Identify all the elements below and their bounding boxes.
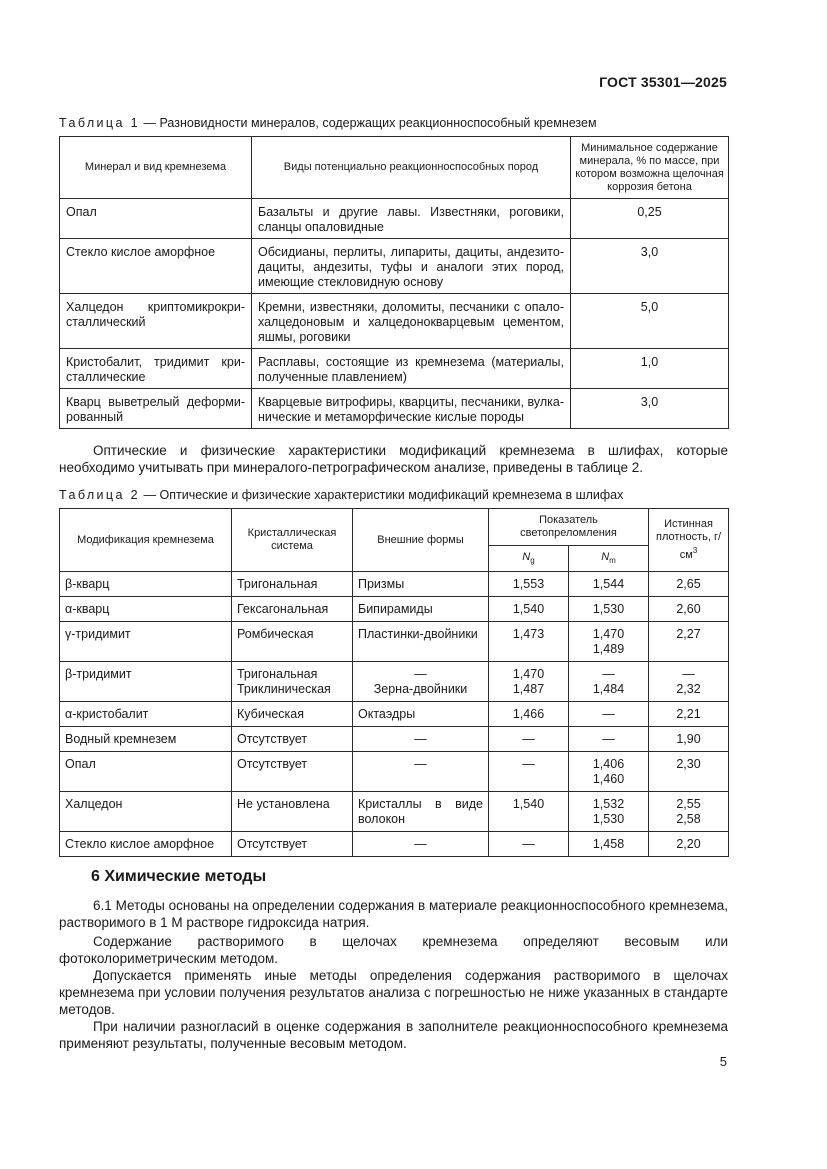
table1-rocks: Базальты и другие лавы. Известняки, роговики, сланцы опаловидные: [252, 199, 571, 239]
table-minerals: [59, 136, 729, 429]
table-row: [60, 752, 729, 792]
table1-mineral: Халцедон криптомикрокри-сталлический: [60, 294, 252, 349]
table2-nm: 1,530: [569, 597, 649, 622]
table1-header-row: [60, 137, 729, 199]
table2-system: Ромбическая: [232, 622, 353, 662]
table2-system: Кубическая: [232, 702, 353, 727]
table2-density: 2,65: [649, 572, 729, 597]
table2-modification: α-кристобалит: [60, 702, 232, 727]
table-row: [60, 597, 729, 622]
table-row: [60, 702, 729, 727]
table1-mineral: Опал: [60, 199, 252, 239]
section-paragraph: Содержание растворимого в щелочах кремнезема определяют весовым или фотоколориметрическим методом.: [59, 934, 728, 966]
table2-density: — 2,32: [649, 662, 729, 702]
table2-header-density-exponent: 3: [692, 546, 698, 555]
table1-min: 1,0: [571, 349, 729, 389]
table2-modification: Халцедон: [60, 792, 232, 832]
table1-mineral: Кристобалит, тридимит кри-сталлические: [60, 349, 252, 389]
table2-nm: 1,470 1,489: [569, 622, 649, 662]
table2-ng: 1,540: [489, 597, 569, 622]
table2-modification: β-тридимит: [60, 662, 232, 702]
table2-header-ng: [489, 546, 569, 572]
page-number: 5: [719, 1054, 727, 1069]
table2-system: Отсутствует: [232, 727, 353, 752]
table-row: [60, 572, 729, 597]
table2-ng: 1,540: [489, 792, 569, 832]
table2-nm: 1,406 1,460: [569, 752, 649, 792]
table2-density: 2,60: [649, 597, 729, 622]
standard-number: ГОСТ 35301—2025: [599, 74, 727, 90]
table2-nm: — 1,484: [569, 662, 649, 702]
table1-min: 0,25: [571, 199, 729, 239]
table-row: [60, 727, 729, 752]
table2-density: 2,27: [649, 622, 729, 662]
table2-ng: —: [489, 727, 569, 752]
table1-caption-text: — Разновидности минералов, содержащих реакционноспособный кремнезем: [140, 116, 597, 130]
table2-header-density-label: Истинная плотность, г/см: [655, 518, 722, 561]
table2-ng: —: [489, 752, 569, 792]
table-row: [60, 662, 729, 702]
table2-nm: 1,458: [569, 832, 649, 857]
section-paragraph: Допускается применять иные методы определения содержания растворимого в щелочах кремнезема при условии получения результатов анализа с погрешностью не ниже указанных в стандарте методов.: [59, 968, 728, 1017]
table2-nm: —: [569, 702, 649, 727]
table1-min: 3,0: [571, 239, 729, 294]
nm-symbol: N: [601, 550, 610, 563]
table2-header-refraction: Показатель светопреломления: [489, 509, 649, 546]
table2-density: 2,55 2,58: [649, 792, 729, 832]
table2-nm: —: [569, 727, 649, 752]
table2-density: 1,90: [649, 727, 729, 752]
table1-header-min-content: Минимальное содержание минерала, % по массе, при котором возможна щелочная коррозия бетона: [571, 137, 729, 199]
table2-header-system: Кристаллическая система: [232, 509, 353, 572]
table2-system: Гексагональная: [232, 597, 353, 622]
table1-rocks: Обсидианы, перлиты, липариты, дациты, андезито-дациты, андезиты, туфы и аналоги этих пород, имеющие стекловидную основу: [252, 239, 571, 294]
section-paragraph: 6.1 Методы основаны на определении содержания в материале реакционноспособного кремнезема, растворимого в 1 М растворе гидроксида натрия.: [59, 898, 728, 930]
table2-modification: Водный кремнезем: [60, 727, 232, 752]
section-paragraph: При наличии разногласий в оценке содержания в заполнителе реакционноспособного кремнезема применяют результаты, полученные весовым методом.: [59, 1019, 728, 1051]
table1-caption: [59, 116, 597, 130]
table2-header-modification: Модификация кремнезема: [60, 509, 232, 572]
table2-system: Тригональная Триклиническая: [232, 662, 353, 702]
table2-forms: —: [353, 832, 489, 857]
table1-rocks: Кварцевые витрофиры, кварциты, песчаники, вулка-нические и метаморфические кислые породы: [252, 389, 571, 429]
table2-ng: 1,553: [489, 572, 569, 597]
table2-density: 2,30: [649, 752, 729, 792]
table2-system: Тригональная: [232, 572, 353, 597]
table2-ng: 1,470 1,487: [489, 662, 569, 702]
table2-modification: Стекло кислое аморфное: [60, 832, 232, 857]
table-row: [60, 199, 729, 239]
section-title: 6 Химические методы: [91, 868, 267, 885]
table-row: [60, 792, 729, 832]
table2-forms: Октаэдры: [353, 702, 489, 727]
table2-forms: — Зерна-двойники: [353, 662, 489, 702]
table-row: [60, 832, 729, 857]
table2-system: Не установлена: [232, 792, 353, 832]
table2-ng: 1,466: [489, 702, 569, 727]
table1-mineral: Стекло кислое аморфное: [60, 239, 252, 294]
table2-system: Отсутствует: [232, 752, 353, 792]
table2-caption-text: — Оптические и физические характеристики модификаций кремнезема в шлифах: [140, 488, 624, 502]
table2-nm: 1,532 1,530: [569, 792, 649, 832]
table1-min: 3,0: [571, 389, 729, 429]
table2-modification: β-кварц: [60, 572, 232, 597]
table-row: [60, 349, 729, 389]
table2-forms: Кристаллы в виде волокон: [353, 792, 489, 832]
table2-caption-label: Таблица 2: [59, 488, 141, 502]
table2-density: 2,20: [649, 832, 729, 857]
table2-modification: α-кварц: [60, 597, 232, 622]
table1-header-rocks: Виды потенциально реакционноспособных пород: [252, 137, 571, 199]
table2-modification: Опал: [60, 752, 232, 792]
table2-forms: Призмы: [353, 572, 489, 597]
table1-header-mineral: Минерал и вид кремнезема: [60, 137, 252, 199]
table1-mineral: Кварц выветрелый деформи-рованный: [60, 389, 252, 429]
table-row: [60, 239, 729, 294]
table2-density: 2,21: [649, 702, 729, 727]
table1-min: 5,0: [571, 294, 729, 349]
table2-header-nm: [569, 546, 649, 572]
table-row: [60, 622, 729, 662]
table2-modification: γ-тридимит: [60, 622, 232, 662]
table2-caption: [59, 488, 623, 502]
table2-header-density: [649, 509, 729, 572]
paragraph-intro: Оптические и физические характеристики модификаций кремнезема в шлифах, которые необходимо учитывать при минералого-петрографическом анализе, приведены в таблице 2.: [59, 443, 728, 475]
ng-subscript: g: [530, 555, 535, 565]
table2-ng: —: [489, 832, 569, 857]
table2-forms: —: [353, 752, 489, 792]
table2-header-row: [60, 509, 729, 546]
nm-subscript: m: [609, 555, 616, 565]
table2-forms: —: [353, 727, 489, 752]
table2-system: Отсутствует: [232, 832, 353, 857]
table-silica-properties: [59, 508, 729, 857]
table2-nm: 1,544: [569, 572, 649, 597]
table1-caption-label: Таблица 1: [59, 116, 141, 130]
table-row: [60, 389, 729, 429]
table2-ng: 1,473: [489, 622, 569, 662]
table2-forms: Пластинки-двойники: [353, 622, 489, 662]
table-row: [60, 294, 729, 349]
table1-rocks: Кремни, известняки, доломиты, песчаники с опало-халцедоновым и халцедонокварцевым цементом, яшмы, роговики: [252, 294, 571, 349]
ng-symbol: N: [522, 550, 531, 563]
table1-rocks: Расплавы, состоящие из кремнезема (материалы, полученные плавлением): [252, 349, 571, 389]
table2-body: [60, 572, 729, 857]
table2-forms: Бипирамиды: [353, 597, 489, 622]
table2-header-forms: Внешние формы: [353, 509, 489, 572]
